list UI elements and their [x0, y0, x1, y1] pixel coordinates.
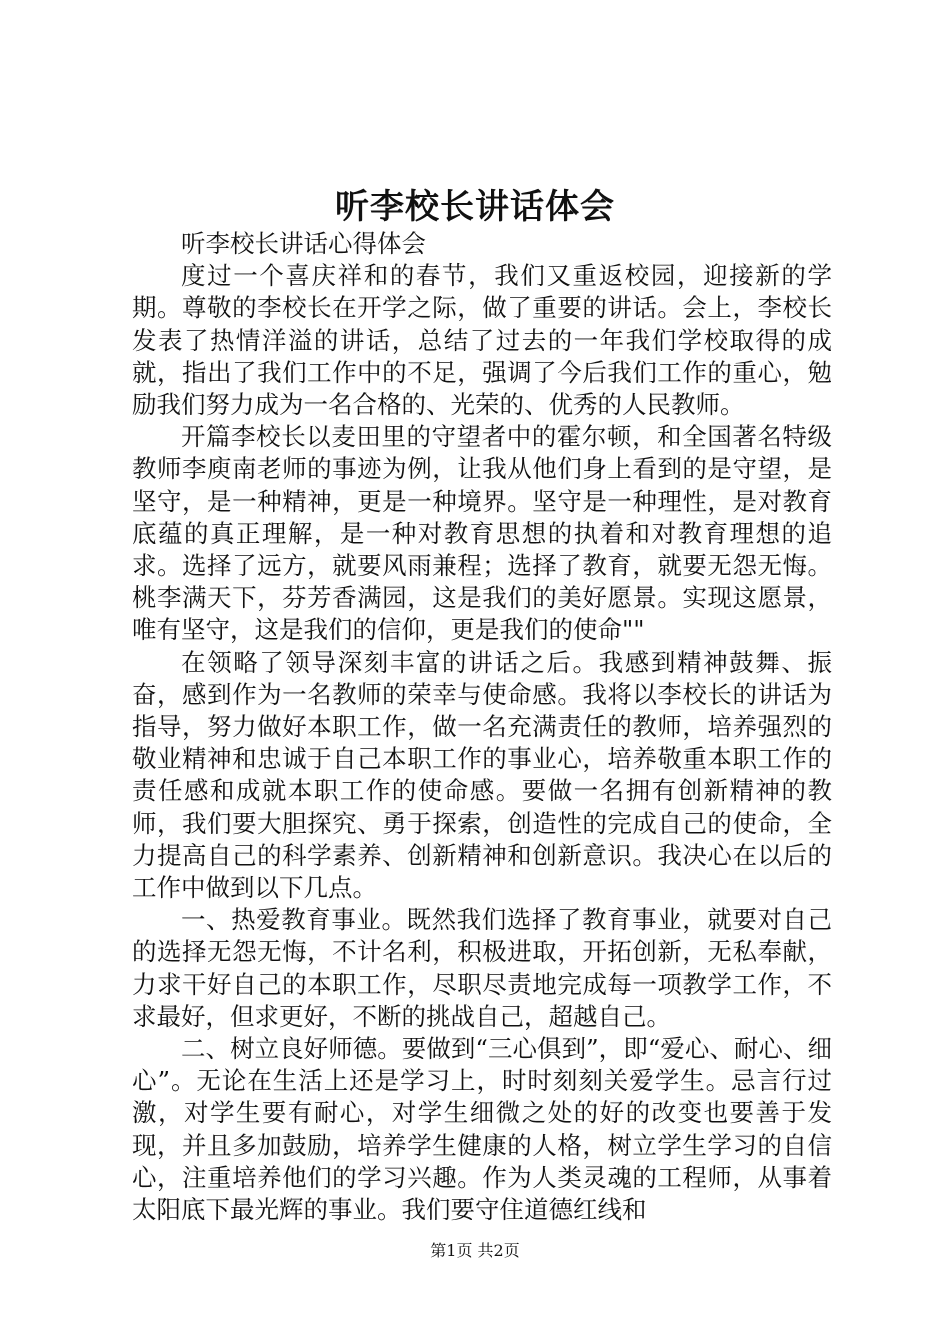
paragraph-point-one: 一、热爱教育事业。既然我们选择了教育事业，就要对自己的选择无怨无悔，不计名利，积极进取，开拓创新，无私奉献，力求干好自己的本职工作，尽职尽责地完成每一项教学工作，不求最好，但求更好，不断的挑战自己，超越自己。 — [132, 905, 832, 1031]
document-title: 听李校长讲话体会 — [335, 187, 615, 227]
paragraph-opening: 开篇李校长以麦田里的守望者中的霍尔顿，和全国著名特级教师李庾南老师的事迹为例，让我从他们身上看到的是守望，是坚守，是一种精神，更是一种境界。坚守是一种理性，是对教育底蕴的真正理解，是一种对教育思想的执着和对教育理想的追求。选择了远方，就要风雨兼程；选择了教育，就要无怨无悔。桃李满天下，芬芳香满园，这是我们的美好愿景。实现这愿景，唯有坚守，这是我们的信仰，更是我们的使命"" — [132, 422, 832, 645]
paragraph-intro: 度过一个喜庆祥和的春节，我们又重返校园，迎接新的学期。尊敬的李校长在开学之际，做了重要的讲话。会上，李校长发表了热情洋溢的讲话，总结了过去的一年我们学校取得的成就，指出了我们工作中的不足，强调了今后我们工作的重心，勉励我们努力成为一名合格的、光荣的、优秀的人民教师。 — [132, 261, 832, 420]
paragraph-subtitle: 听李校长讲话心得体会 — [181, 229, 426, 258]
paragraph-point-two: 二、树立良好师德。要做到“三心俱到”，即“爱心、耐心、细心”。无论在生活上还是学习上，时时刻刻关爱学生。忌言行过激，对学生要有耐心，对学生细微之处的好的改变也要善于发现，并且多加鼓励，培养学生健康的人格，树立学生学习的自信心，注重培养他们的学习兴趣。作为人类灵魂的工程师，从事着太阳底下最光辉的事业。我们要守住道德红线和 — [132, 1034, 832, 1225]
document-body — [132, 228, 832, 1226]
page-number-footer: 第1页 共2页 — [430, 1241, 520, 1260]
paragraph-reflection: 在领略了领导深刻丰富的讲话之后。我感到精神鼓舞、振奋，感到作为一名教师的荣幸与使命感。我将以李校长的讲话为指导，努力做好本职工作，做一名充满责任的教师，培养强烈的敬业精神和忠诚于自己本职工作的事业心，培养敬重本职工作的责任感和成就本职工作的使命感。要做一名拥有创新精神的教师，我们要大胆探究、勇于探索，创造性的完成自己的使命，全力提高自己的科学素养、创新精神和创新意识。我决心在以后的工作中做到以下几点。 — [132, 647, 832, 903]
